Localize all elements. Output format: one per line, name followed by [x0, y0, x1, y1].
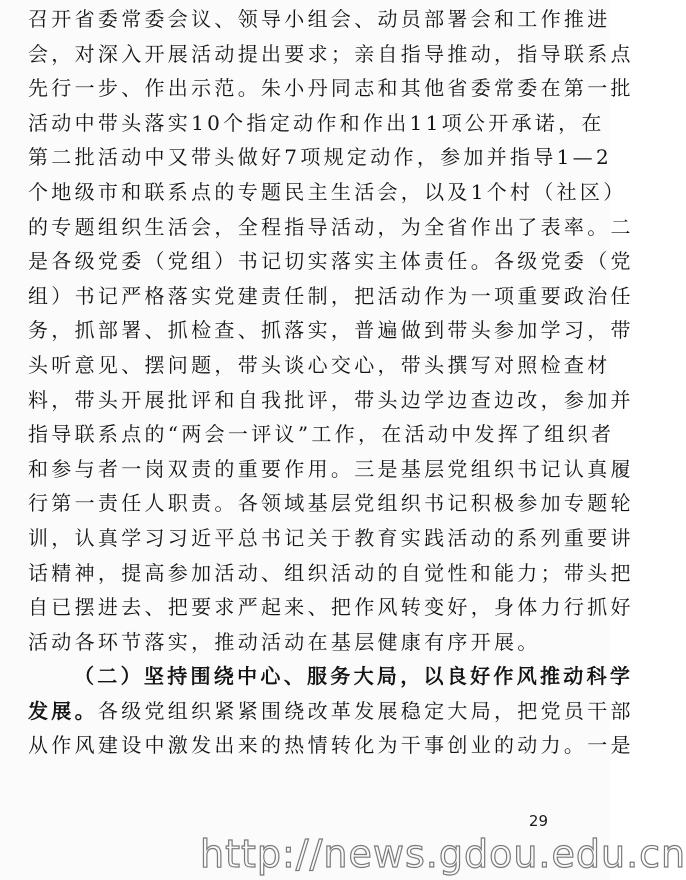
text-run: 组）书记严格落实党建责任制，把活动作为一项重要政治任	[28, 283, 634, 308]
text-line	[28, 452, 634, 487]
text-line	[28, 556, 634, 591]
text-run: 召开省委常委会议、领导小组会、动员部署会和工作推进	[28, 7, 611, 31]
text-run: 活动中带头落实10个指定动作和作出11项公开承诺，在	[28, 110, 605, 135]
text-line	[28, 175, 627, 210]
text-run: 自已摆进去、把要求严起来、把作风转变好，身体力行抓好	[28, 595, 634, 620]
text-run: 各级党组织紧紧围绕改革发展稳定大局，把党员干部	[97, 698, 634, 723]
text-run: 务，抓部署、抓检查、抓落实，普遍做到带头参加学习，带	[28, 318, 634, 343]
text-line	[28, 140, 612, 175]
text-run: 是各级党委（党组）书记切实落实主体责任。各级党委（党	[28, 249, 634, 274]
text-run: 从作风建设中激发出来的热情转化为干事创业的动力。一是	[28, 733, 634, 758]
text-run: 话精神，提高参加活动、组织活动的自觉性和能力；带头把	[28, 560, 634, 585]
text-line	[28, 625, 592, 660]
text-line	[28, 106, 605, 141]
text-run: 活动各环节落实，推动活动在基层健康有序开展。	[28, 629, 541, 654]
text-line	[28, 313, 634, 348]
text-run: 指导联系点的“两会一评议”工作，在活动中发挥了组织者	[28, 422, 615, 447]
body-text	[28, 2, 634, 763]
text-line	[28, 659, 634, 694]
text-line	[28, 2, 611, 37]
text-line	[28, 590, 634, 625]
bold-text-run: 发展。	[28, 698, 98, 723]
text-line	[28, 383, 634, 418]
text-line	[28, 486, 634, 521]
text-run: 头听意见、摆问题，带头谈心交心，带头撰写对照检查材	[28, 352, 611, 377]
text-line	[28, 71, 634, 106]
text-line	[28, 417, 615, 452]
text-run: 的专题组织生活会，全程指导活动，为全省作出了表率。二	[28, 214, 634, 239]
text-line	[28, 210, 634, 245]
text-run: 训，认真学习习近平总书记关于教育实践活动的系列重要讲	[28, 525, 634, 550]
text-line	[28, 348, 611, 383]
text-line	[28, 37, 634, 72]
text-run: 和参与者一岗双责的重要作用。三是基层党组织书记认真履	[28, 456, 634, 481]
text-line	[28, 279, 634, 314]
text-run: 先行一步、作出示范。朱小丹同志和其他省委常委在第一批	[28, 76, 634, 101]
bold-text-run: （二）坚持围绕中心、服务大局，以良好作风推动科学	[74, 664, 634, 689]
text-line	[28, 728, 634, 763]
watermark-url: http://news.gdou.edu.cn	[200, 832, 686, 876]
page-number: 29	[528, 812, 548, 830]
text-line	[28, 521, 634, 556]
text-run: 第二批活动中又带头做好7项规定动作，参加并指导1—2	[28, 145, 612, 170]
text-line	[28, 244, 634, 279]
text-run: 个地级市和联系点的专题民主生活会，以及1个村（社区）	[28, 179, 627, 204]
text-run: 料，带头开展批评和自我批评，带头边学边查边改，参加并	[28, 387, 634, 412]
text-line	[28, 694, 634, 729]
text-run: 行第一责任人职责。各领域基层党组织书记积极参加专题轮	[28, 491, 634, 516]
text-run: 会，对深入开展活动提出要求；亲自指导推动，指导联系点	[28, 41, 634, 66]
